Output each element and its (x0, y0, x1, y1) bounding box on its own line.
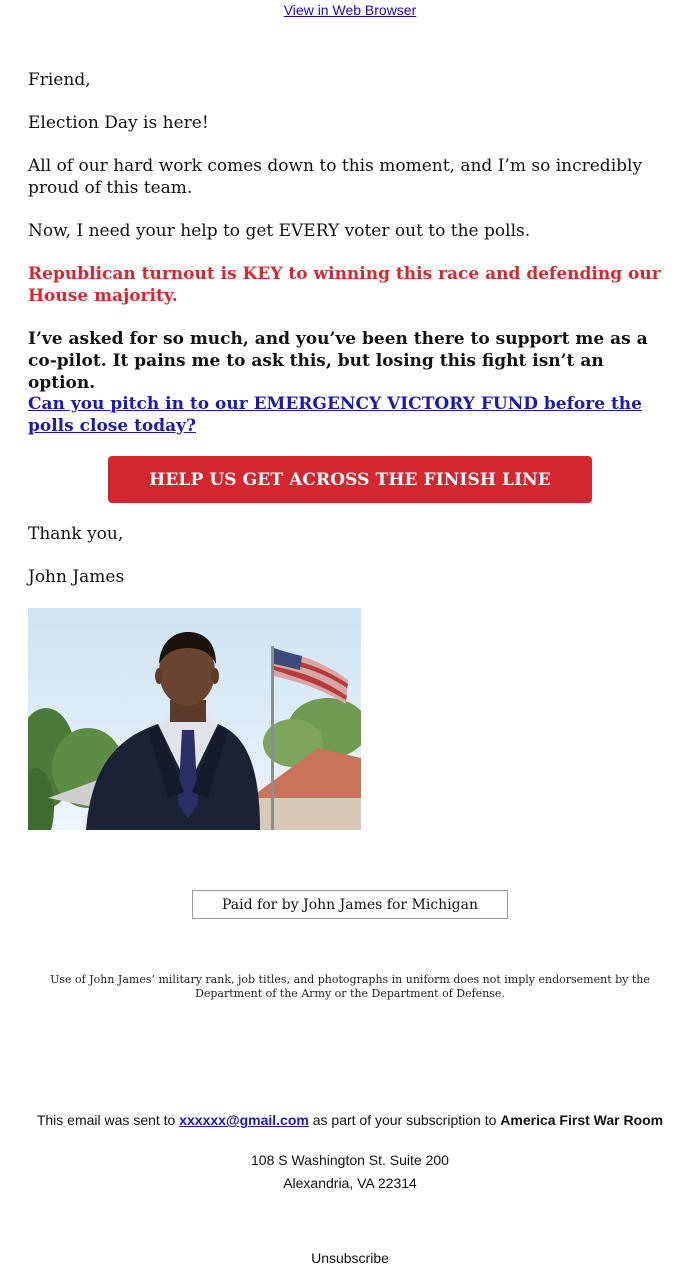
paragraph-hard-work: All of our hard work comes down to this moment, and I’m so incredibly proud of this team. (28, 156, 643, 198)
paragraph-turnout: Republican turnout is KEY to winning this race and defending our House majority. (28, 264, 661, 306)
view-in-browser-bar (0, 2, 700, 18)
closing: Thank you, (28, 524, 124, 544)
paragraph-asked-so-much: I’ve asked for so much, and you’ve been there to support me as a co-pilot. It pains me to ask this, but losing this fight isn’t an option. (28, 329, 648, 393)
donate-link-paragraph (28, 393, 673, 437)
address-line-2: Alexandria, VA 22314 (283, 1175, 417, 1191)
sent-prefix: This email was sent to (36, 1112, 180, 1128)
subscription-notice (0, 1112, 700, 1128)
organization-name: America First War Room (500, 1112, 664, 1128)
candidate-photo (28, 608, 361, 830)
paragraph-election-day: Election Day is here! (28, 113, 209, 133)
emergency-fund-link[interactable]: Can you pitch in to our EMERGENCY VICTORY FUND before the polls close today? (28, 394, 642, 436)
finish-line-button[interactable]: HELP US GET ACROSS THE FINISH LINE (108, 456, 592, 503)
address-line-1: 108 S Washington St. Suite 200 (251, 1152, 449, 1168)
paragraph-need-help: Now, I need your help to get EVERY voter out to the polls. (28, 221, 531, 241)
sent-middle: as part of your subscription to (308, 1112, 501, 1128)
military-disclaimer: Use of John James’ military rank, job titles, and photographs in uniform does not imply endorsement by the Department of the Army or the Department of Defense. (50, 973, 650, 1000)
subscriber-email-link[interactable]: xxxxxx@gmail.com (179, 1112, 309, 1128)
view-in-browser-link[interactable]: View in Web Browser (283, 2, 417, 18)
salutation: Friend, (28, 70, 91, 90)
unsubscribe-link[interactable]: Unsubscribe (311, 1250, 389, 1266)
signature: John James (28, 567, 125, 587)
paid-for-box: Paid for by John James for Michigan (192, 890, 508, 919)
